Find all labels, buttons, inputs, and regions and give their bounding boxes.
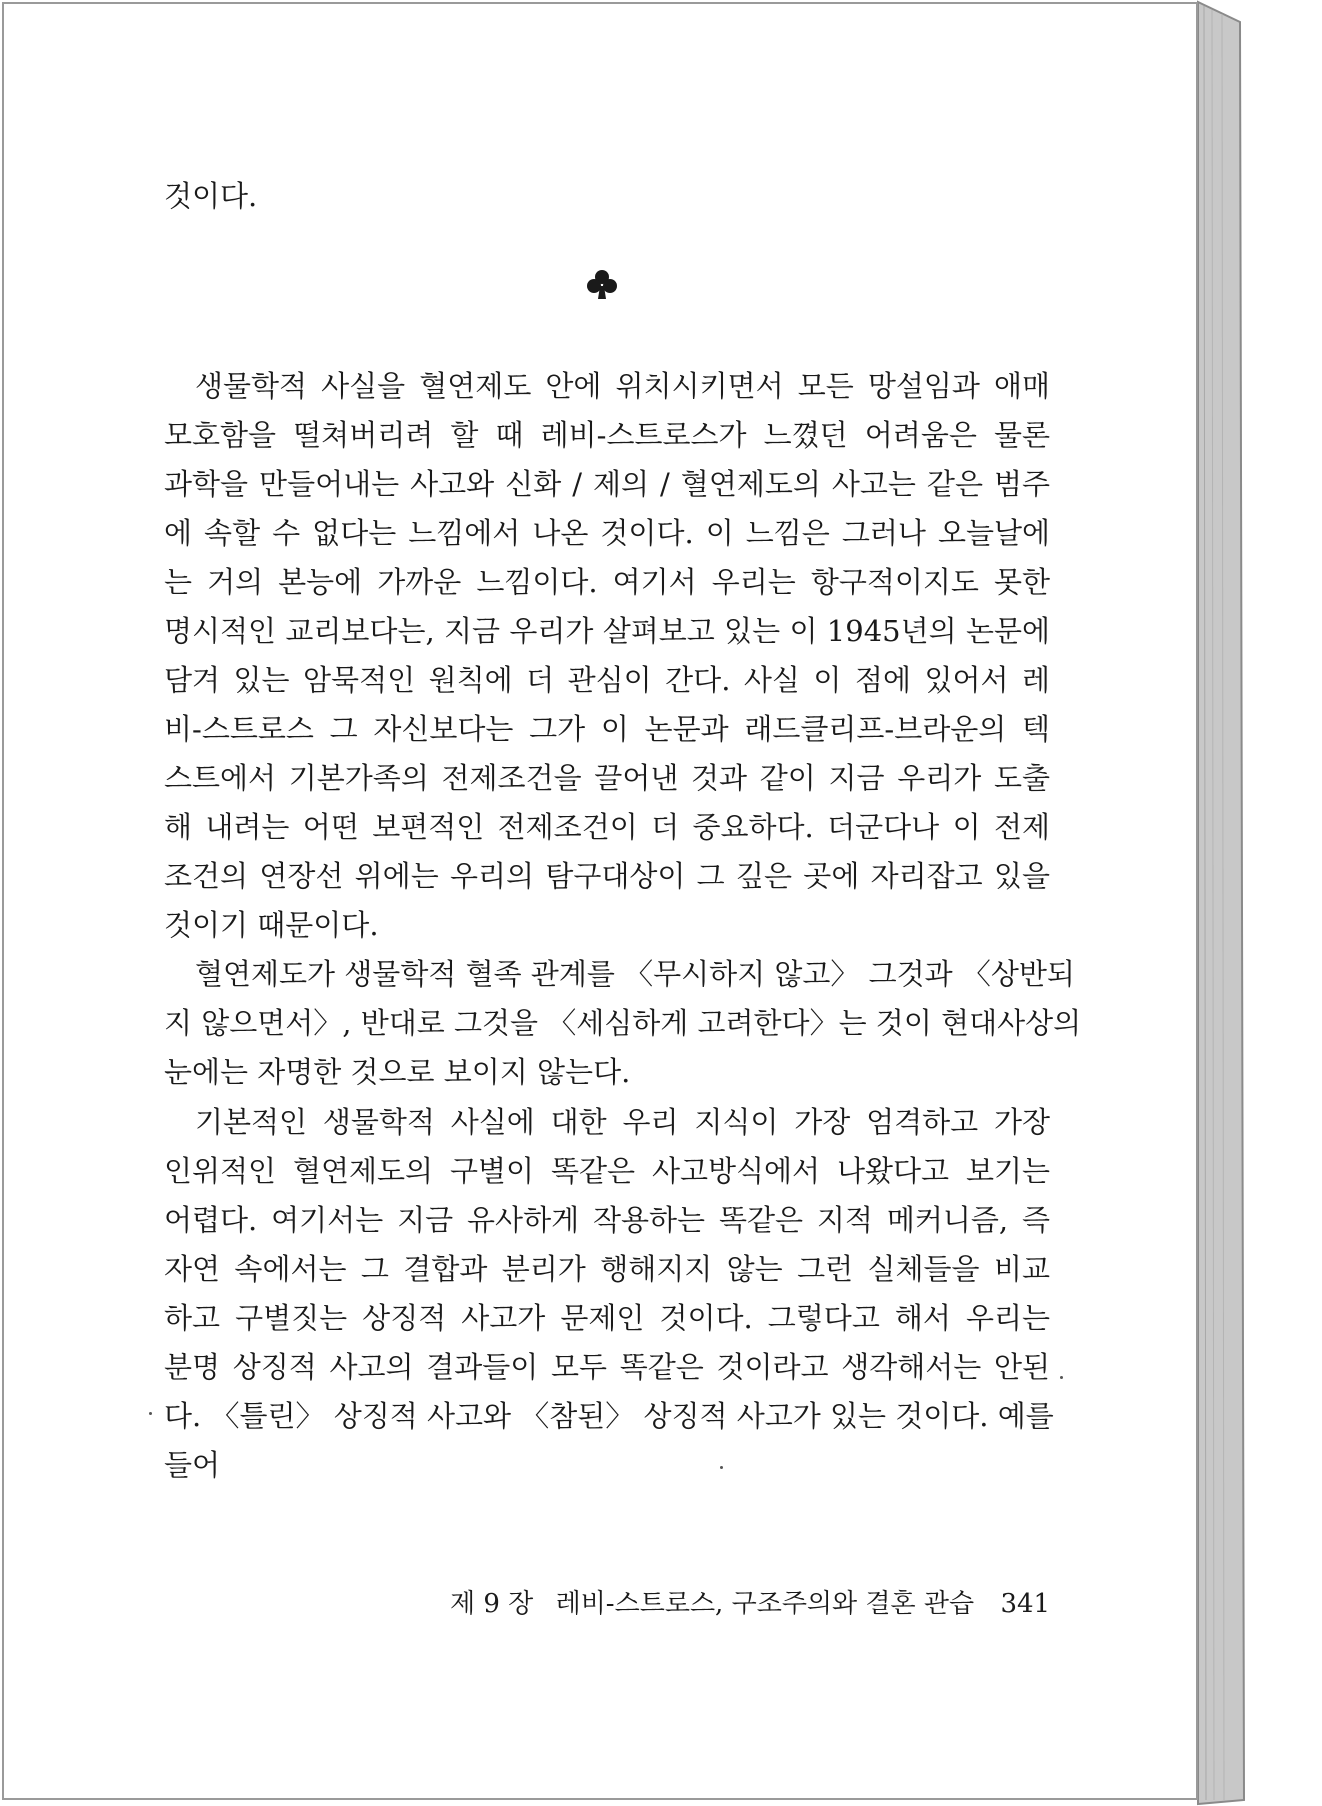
text-line: 과학을 만들어내는 사고와 신화 / 제의 / 혈연제도의 사고는 같은 범주 xyxy=(164,467,1050,501)
text-line: 눈에는 자명한 것으로 보이지 않는다. xyxy=(164,1055,631,1089)
text-line: 명시적인 교리보다는, 지금 우리가 살펴보고 있는 이 1945년의 논문에 xyxy=(164,614,1050,648)
text-line: 비-스트로스 그 자신보다는 그가 이 논문과 래드클리프-브라운의 텍 xyxy=(164,712,1050,746)
text-line: 하고 구별짓는 상징적 사고가 문제인 것이다. 그렇다고 해서 우리는 xyxy=(164,1301,1050,1335)
text-line: 생물학적 사실을 혈연제도 안에 위치시키면서 모든 망설임과 애매 xyxy=(195,369,1050,403)
text-line: 는 거의 본능에 가까운 느낌이다. 여기서 우리는 항구적이지도 못한 xyxy=(164,565,1050,599)
text-line: 조건의 연장선 위에는 우리의 탐구대상이 그 깊은 곳에 자리잡고 있을 xyxy=(164,859,1050,893)
text-line: 해 내려는 어떤 보편적인 전제조건이 더 중요하다. 더군다나 이 전제 xyxy=(164,810,1050,844)
text-line: 기본적인 생물학적 사실에 대한 우리 지식이 가장 엄격하고 가장 xyxy=(195,1105,1050,1139)
footer-title: 레비-스트로스, 구조주의와 결혼 관습 xyxy=(555,1589,975,1619)
footer-chapter: 제 9 장 xyxy=(450,1589,534,1619)
page-number: 341 xyxy=(1000,1589,1051,1619)
text-line: 혈연제도가 생물학적 혈족 관계를 〈무시하지 않고〉 그것과 〈상반되 xyxy=(195,957,1075,991)
paragraph-3 xyxy=(164,1098,1054,1490)
text-line: 스트에서 기본가족의 전제조건을 끌어낸 것과 같이 지금 우리가 도출 xyxy=(164,761,1050,795)
text-line: 것이기 때문이다. xyxy=(164,908,379,942)
paragraph-1 xyxy=(164,362,1050,950)
text-line: 어렵다. 여기서는 지금 유사하게 작용하는 똑같은 지적 메커니즘, 즉 xyxy=(164,1203,1050,1237)
scan-speck xyxy=(149,1412,152,1415)
text-line: 들어 xyxy=(164,1448,221,1482)
text-line: 에 속할 수 없다는 느낌에서 나온 것이다. 이 느낌은 그러나 오늘날에 xyxy=(164,516,1050,550)
text-line: 자연 속에서는 그 결합과 분리가 행해지지 않는 그런 실체들을 비교 xyxy=(164,1252,1050,1286)
opening-line: 것이다. xyxy=(164,179,258,213)
text-line: 지 않으면서〉, 반대로 그것을 〈세심하게 고려한다〉는 것이 현대사상의 xyxy=(164,1006,1082,1040)
text-line: 모호함을 떨쳐버리려 할 때 레비-스트로스가 느꼈던 어려움은 물론 xyxy=(164,418,1050,452)
paragraph-2 xyxy=(164,950,1082,1097)
club-icon xyxy=(585,268,619,302)
running-footer xyxy=(450,1583,1051,1620)
text-line: 인위적인 혈연제도의 구별이 똑같은 사고방식에서 나왔다고 보기는 xyxy=(164,1154,1050,1188)
text-line: 분명 상징적 사고의 결과들이 모두 똑같은 것이라고 생각해서는 안된 xyxy=(164,1350,1050,1384)
text-line: 담겨 있는 암묵적인 원칙에 더 관심이 간다. 사실 이 점에 있어서 레 xyxy=(164,663,1050,697)
scan-speck xyxy=(1060,1376,1063,1379)
text-line: 다. 〈틀린〉 상징적 사고와 〈참된〉 상징적 사고가 있는 것이다. 예를 xyxy=(164,1399,1054,1433)
scan-speck xyxy=(720,1466,723,1469)
